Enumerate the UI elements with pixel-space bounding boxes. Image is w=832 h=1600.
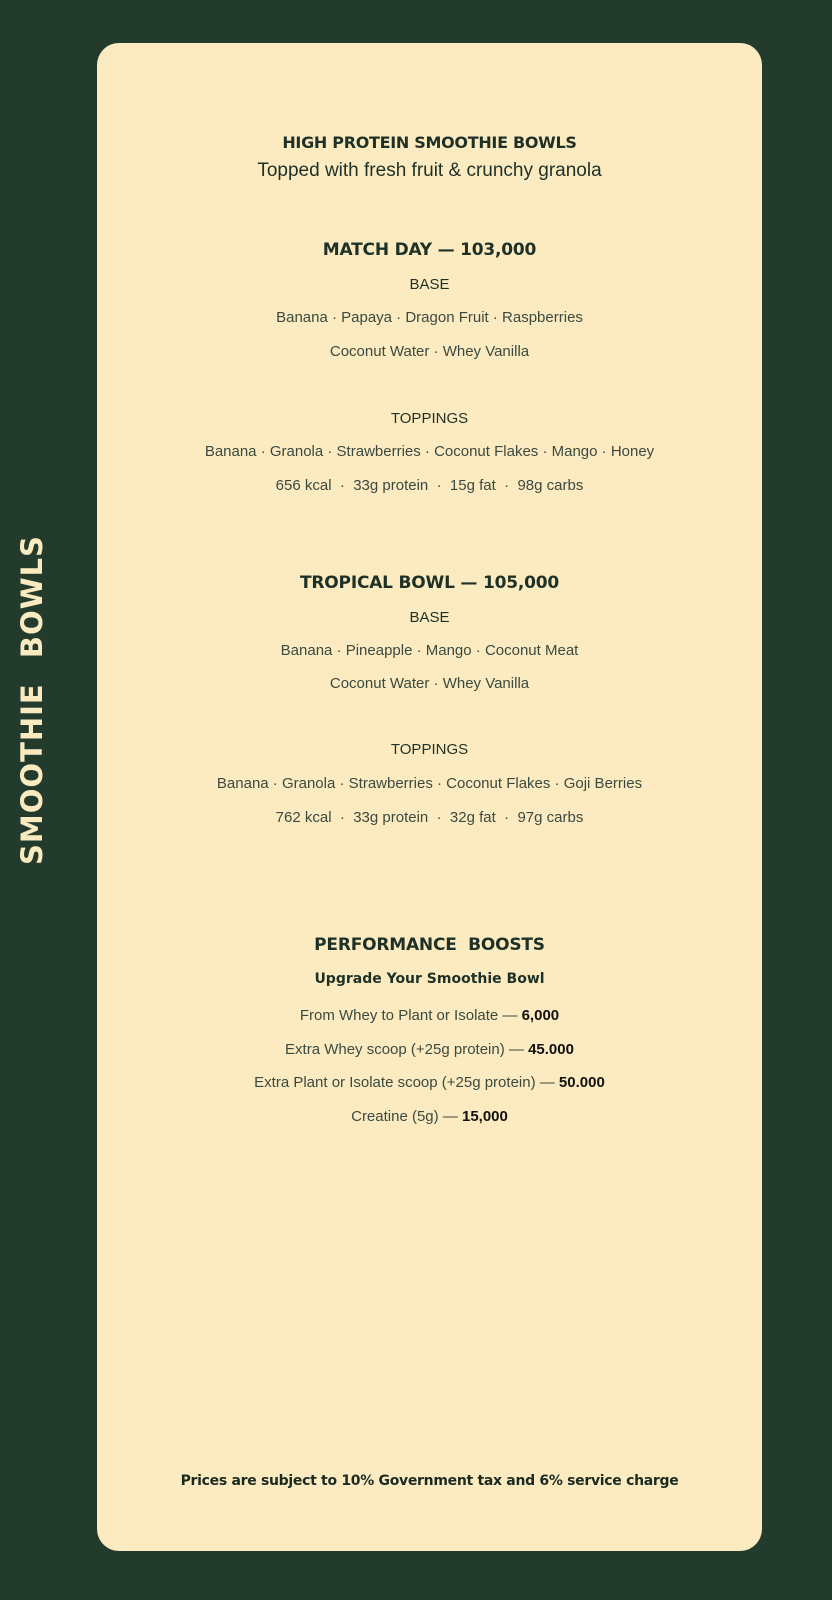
menu-card xyxy=(97,43,762,1551)
boosts-title: PERFORMANCE BOOSTS xyxy=(314,935,545,955)
section-title: HIGH PROTEIN SMOOTHIE BOWLS xyxy=(282,133,577,152)
boost-price: 45.000 xyxy=(528,1041,574,1058)
price-disclaimer: Prices are subject to 10% Government tax and 6% service charge xyxy=(180,1473,679,1489)
boost-item xyxy=(97,1108,762,1125)
boost-price: 6,000 xyxy=(521,1007,560,1024)
toppings-label: TOPPINGS xyxy=(390,410,469,427)
boost-item xyxy=(97,1007,762,1024)
item-title: TROPICAL BOWL — 105,000 xyxy=(300,573,559,593)
base-ingredients: Banana · Papaya · Dragon Fruit · Raspberries xyxy=(276,309,583,326)
boost-item xyxy=(97,1074,762,1091)
nutrition-info: 762 kcal · 33g protein · 32g fat · 97g carbs xyxy=(275,809,584,826)
base-ingredients-2: Coconut Water · Whey Vanilla xyxy=(329,675,530,692)
side-title: SMOOTHIE BOWLS xyxy=(15,535,49,865)
toppings-list: Banana · Granola · Strawberries · Coconut Flakes · Mango · Honey xyxy=(204,443,655,460)
toppings-label: TOPPINGS xyxy=(390,741,469,758)
toppings-list: Banana · Granola · Strawberries · Coconut Flakes · Goji Berries xyxy=(216,775,643,792)
boost-price: 50.000 xyxy=(558,1074,605,1091)
section-subtitle: Topped with fresh fruit & crunchy granola xyxy=(257,160,602,181)
base-label: BASE xyxy=(409,276,450,293)
boosts-subtitle: Upgrade Your Smoothie Bowl xyxy=(314,971,545,987)
boost-text: Extra Plant or Isolate scoop (+25g protein) — xyxy=(254,1074,559,1091)
boost-text: Extra Whey scoop (+25g protein) — xyxy=(285,1041,529,1058)
base-label: BASE xyxy=(409,609,450,626)
base-ingredients: Banana · Pineapple · Mango · Coconut Meat xyxy=(280,642,579,659)
boost-item xyxy=(97,1041,762,1058)
item-title: MATCH DAY — 103,000 xyxy=(322,240,537,260)
boost-text: From Whey to Plant or Isolate — xyxy=(299,1007,522,1024)
base-ingredients-2: Coconut Water · Whey Vanilla xyxy=(329,343,530,360)
boost-price: 15,000 xyxy=(461,1108,508,1125)
nutrition-info: 656 kcal · 33g protein · 15g fat · 98g carbs xyxy=(275,477,584,494)
boost-text: Creatine (5g) — xyxy=(351,1108,462,1125)
